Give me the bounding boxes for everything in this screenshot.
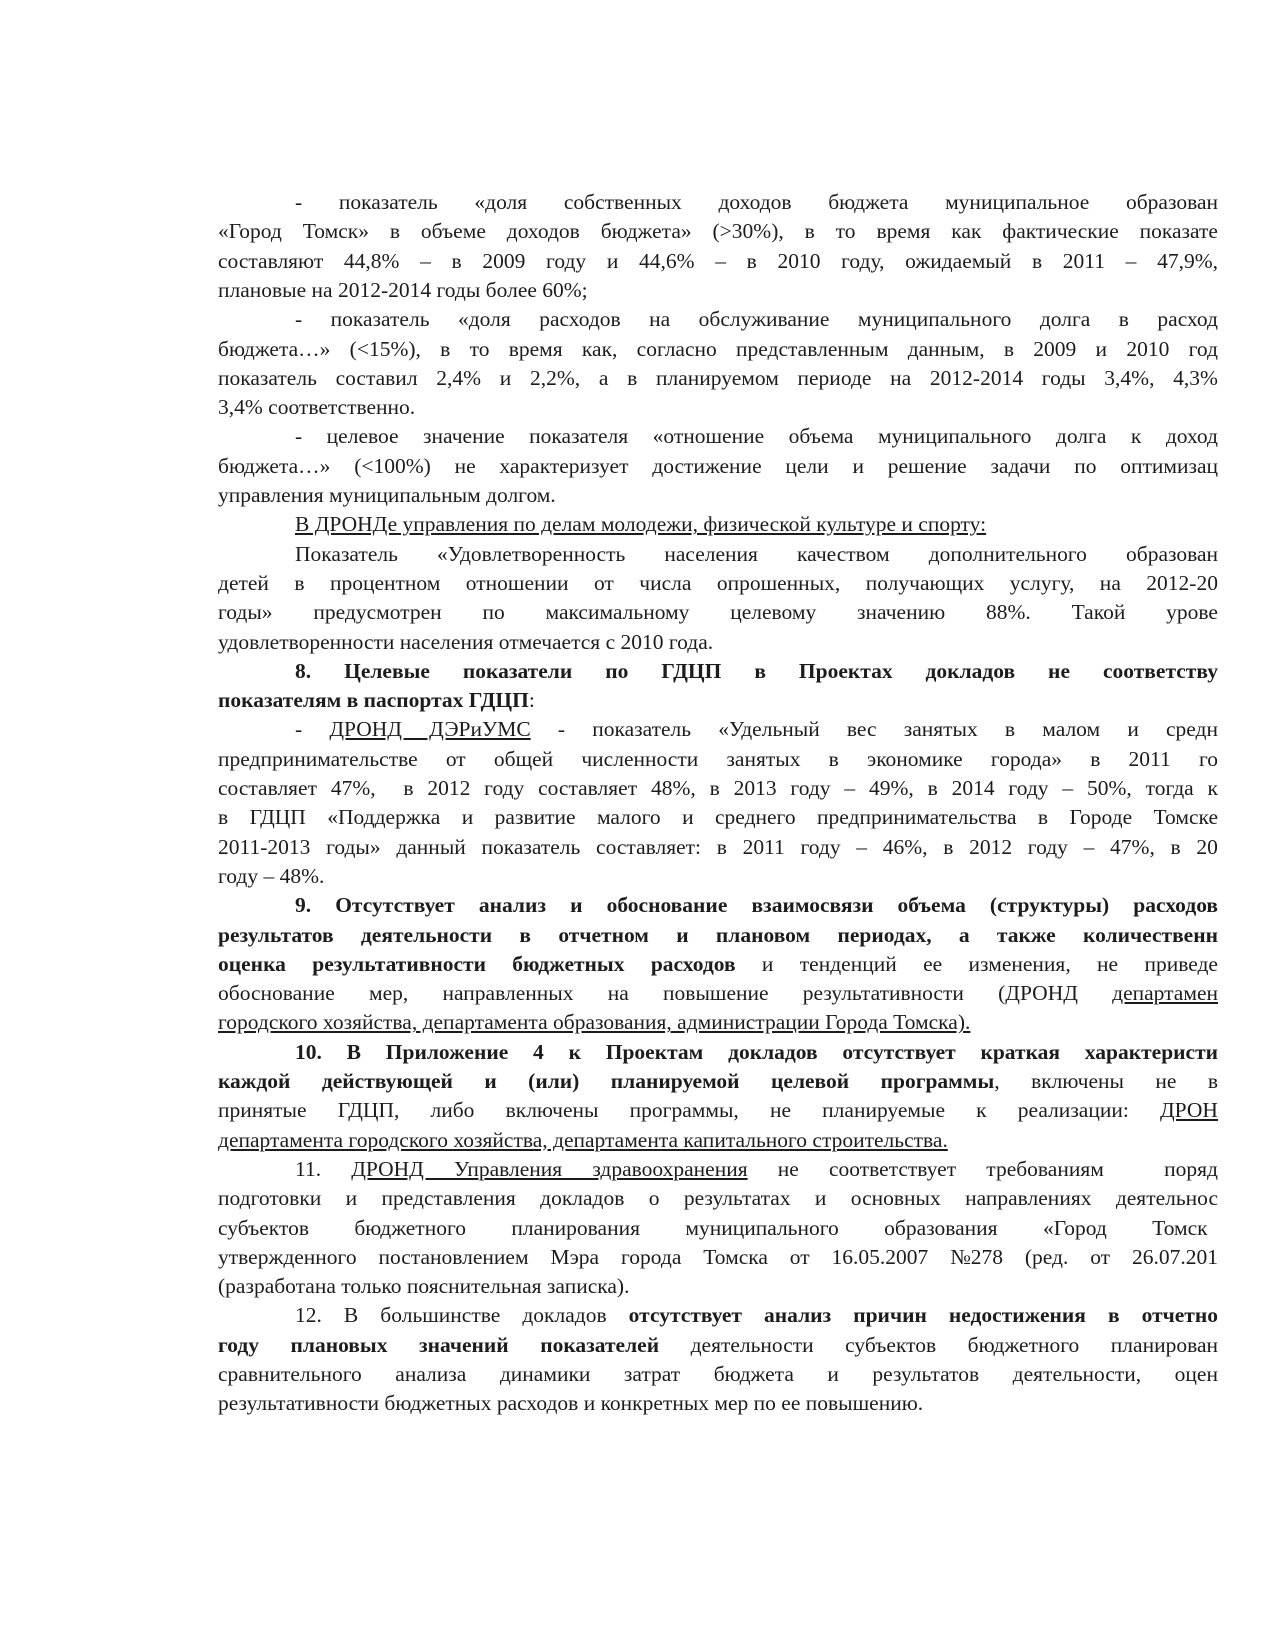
text-run: Показатель «Удовлетворенность населения качеством дополнительного образован — [295, 541, 1219, 566]
bold-text: 10. В Приложение 4 к Проектам докладов отсутствует краткая характеристи — [295, 1039, 1219, 1064]
text-line — [295, 190, 1218, 215]
text-run: и тенденций ее изменения, не приведе — [735, 951, 1218, 976]
text-line — [218, 776, 1218, 801]
text-line — [218, 483, 556, 508]
text-line — [218, 1216, 1208, 1241]
text-line — [295, 1157, 1218, 1182]
text-run: бюджета…» (<100%) не характеризует достижение цели и решение задачи по оптимизац — [218, 453, 1219, 478]
text-line — [218, 1186, 1218, 1211]
underlined-text: департамен — [1112, 981, 1219, 1006]
text-run: годы» предусмотрен по максимальному целевому значению 88%. Такой урове — [218, 600, 1218, 625]
text-run: не соответствует требованиям поряд — [747, 1156, 1218, 1181]
text-line — [295, 893, 1218, 918]
bold-text: году плановых значений показателей — [218, 1332, 660, 1357]
text-line — [218, 600, 1218, 625]
bold-text: каждой действующей и (или) планируемой целевой программы — [218, 1069, 995, 1093]
text-run: , включены не в — [994, 1069, 1219, 1093]
text-run: показатель составил 2,4% и 2,2%, а в планируемом периоде на 2012-2014 годы 3,4%, 4,3% — [218, 365, 1218, 390]
text-line — [295, 512, 986, 537]
text-run: результативности бюджетных расходов и конкретных мер по ее повышению. — [218, 1391, 924, 1416]
text-run: удовлетворенности населения отмечается с 2010 года. — [218, 629, 714, 654]
text-run: детей в процентном отношении от числа опрошенных, получающих услугу, на 2012-20 — [218, 570, 1218, 595]
text-line — [218, 1245, 1218, 1270]
text-line — [295, 1303, 1218, 1328]
text-run: деятельности субъектов бюджетного планирован — [659, 1332, 1218, 1357]
bold-text: показателям в паспортах ГДЦП — [218, 688, 529, 713]
text-line — [218, 395, 415, 420]
text-run: подготовки и представления докладов о результатах и основных направлениях деятельнос — [218, 1186, 1219, 1211]
text-line — [218, 1128, 948, 1153]
text-run: - показатель «доля расходов на обслуживание муниципального долга в расход — [295, 307, 1218, 332]
text-run: : — [528, 688, 535, 713]
text-run: бюджета…» (<15%), в то время как, согласно представленным данным, в 2009 и 2010 год — [218, 336, 1218, 361]
underlined-text: В ДРОНДе управления по делам молодежи, физической культуре и спорту: — [295, 512, 987, 537]
text-line — [295, 542, 1218, 567]
text-line — [218, 981, 1218, 1006]
text-line — [218, 337, 1218, 362]
underlined-text: ДРОН — [1160, 1098, 1218, 1123]
underlined-text: ДРОНД Управления здравоохранения — [351, 1156, 748, 1181]
text-run: году – 48%. — [218, 863, 325, 888]
text-line — [295, 1040, 1218, 1065]
text-line — [218, 1362, 1218, 1387]
text-line — [218, 571, 1218, 596]
bold-text: результатов деятельности в отчетном и плановом периодах, а также количественн — [218, 922, 1218, 947]
text-run: 2011-2013 годы» данный показатель составляет: в 2011 году – 46%, в 2012 году – 47%, в 20 — [218, 834, 1218, 859]
text-run: 12. В большинстве докладов — [295, 1303, 629, 1328]
text-line — [295, 424, 1218, 449]
bold-text: отсутствует анализ причин недостижения в отчетно — [628, 1303, 1219, 1328]
text-run: сравнительного анализа динамики затрат бюджета и результатов деятельности, оцен — [218, 1362, 1218, 1386]
text-line — [218, 805, 1218, 830]
text-run: - целевое значение показателя «отношение объема муниципального долга к доход — [295, 424, 1219, 449]
text-run: «Город Томск» в объеме доходов бюджета» (>30%), в то время как фактические показате — [218, 219, 1218, 244]
text-line — [218, 278, 588, 303]
text-run: - показатель «Удельный вес занятых в малом и средн — [530, 717, 1219, 742]
text-line — [218, 747, 1218, 772]
text-line — [218, 835, 1218, 860]
text-run: плановые на 2012-2014 годы более 60%; — [218, 277, 588, 302]
text-line — [218, 923, 1218, 948]
text-run: 11. — [295, 1156, 352, 1181]
text-run: предпринимательстве от общей численности занятых в экономике города» в 2011 го — [218, 746, 1218, 771]
text-line — [218, 366, 1218, 391]
text-line — [295, 659, 1218, 684]
text-run: принятые ГДЦП, либо включены программы, не планируемые к реализации: — [218, 1098, 1161, 1123]
bold-text: 8. Целевые показатели по ГДЦП в Проектах докладов не соответству — [295, 658, 1218, 683]
text-line — [218, 249, 1218, 274]
text-run: 3,4% соответственно. — [218, 395, 416, 420]
text-line — [218, 219, 1218, 244]
bold-text: 9. Отсутствует анализ и обоснование взаимосвязи объема (структуры) расходов — [295, 893, 1219, 918]
underlined-text: департамента городского хозяйства, департамента капитального строительства. — [218, 1127, 948, 1152]
text-run: (разработана только пояснительная записка). — [218, 1274, 630, 1299]
bold-text: оценка результативности бюджетных расходов — [218, 951, 736, 976]
text-line — [218, 1010, 970, 1035]
text-line — [218, 952, 1218, 977]
text-run: составляет 47%, в 2012 году составляет 48%, в 2013 году – 49%, в 2014 году – 50%, тогда к — [218, 776, 1218, 800]
text-run: утвержденного постановлением Мэра города Томска от 16.05.2007 №278 (ред. от 26.07.201 — [218, 1244, 1218, 1269]
text-run: управления муниципальным долгом. — [218, 483, 556, 507]
underlined-text: городского хозяйства, департамента образования, администрации Города Томска). — [218, 1010, 971, 1035]
text-line — [295, 307, 1218, 332]
text-run: составляют 44,8% – в 2009 году и 44,6% – в 2010 году, ожидаемый в 2011 – 47,9%, — [218, 248, 1219, 273]
text-line — [218, 1391, 923, 1416]
text-run: субъектов бюджетного планирования муниципального образования «Город Томск — [218, 1215, 1208, 1240]
text-line — [218, 454, 1218, 479]
text-line — [218, 630, 713, 655]
text-line — [218, 864, 324, 889]
text-run: обоснование мер, направленных на повышение результативности (ДРОНД — [218, 981, 1113, 1006]
text-run: - показатель «доля собственных доходов бюджета муниципальное образован — [295, 190, 1218, 214]
text-line — [295, 717, 1218, 742]
underlined-text: ДРОНД ДЭРиУМС — [329, 717, 531, 742]
text-line — [218, 1333, 1218, 1358]
text-line — [218, 1274, 629, 1299]
text-run: - — [295, 717, 330, 742]
text-run: в ГДЦП «Поддержка и развитие малого и среднего предпринимательства в Городе Томске — [218, 805, 1219, 830]
text-line — [218, 1069, 1218, 1094]
text-line — [218, 688, 535, 713]
text-line — [218, 1098, 1218, 1123]
